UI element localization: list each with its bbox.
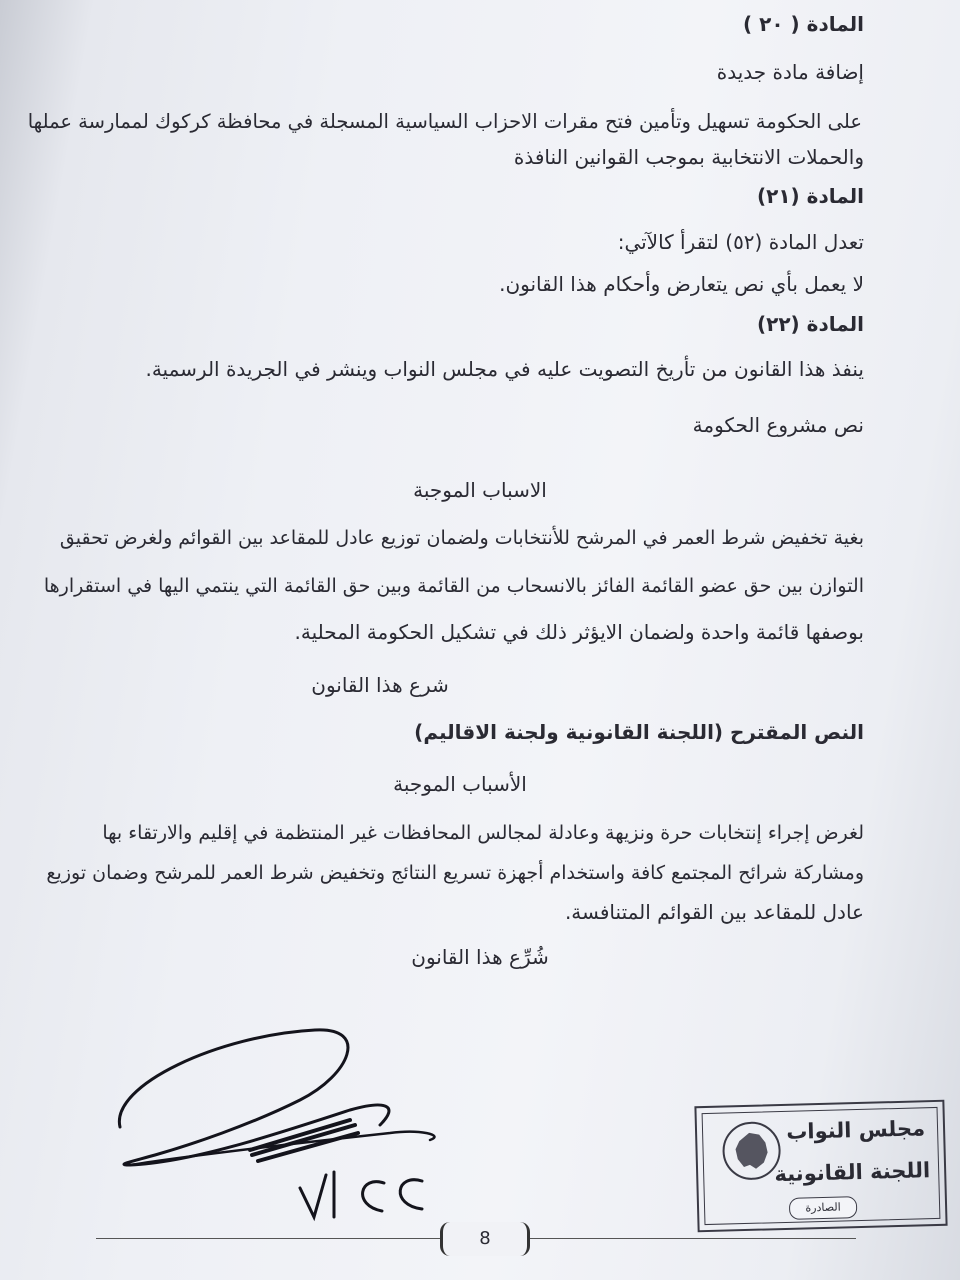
article-20-heading: المادة ( ٢٠ ): [743, 12, 864, 36]
reasons-1-line-1: بغية تخفيض شرط العمر في المرشح للأنتخابات ولضمان توزيع عادل للمقاعد بين القوائم ولغرض تحقيق: [59, 527, 864, 549]
article-21-text-line-2: لا يعمل بأي نص يتعارض وأحكام هذا القانون.: [499, 272, 864, 296]
reasons-2-line-2: ومشاركة شرائح المجتمع كافة واستخدام أجهزة تسريع النتائج وتخفيض شرط العمر للمرشح وضمان توزيع: [46, 862, 864, 884]
reasons-1-line-3: بوصفها قائمة واحدة ولضمان الايؤثر ذلك في تشكيل الحكومة المحلية.: [294, 620, 864, 644]
page-number: 8: [440, 1222, 530, 1256]
stamp-outgoing-badge: الصادرة: [789, 1196, 858, 1220]
article-21-text-line-1: تعدل المادة (٥٢) لتقرأ كالآتي:: [617, 230, 864, 254]
article-22-text: ينفذ هذا القانون من تأريخ التصويت عليه في مجلس النواب وينشر في الجريدة الرسمية.: [145, 357, 864, 381]
new-article-label: إضافة مادة جديدة: [716, 60, 864, 84]
reasons-heading-2: الأسباب الموجبة: [393, 772, 527, 796]
article-20-text-line-1: على الحكومة تسهيل وتأمين فتح مقرات الاحزاب السياسية المسجلة في محافظة كركوك لممارسة عملها: [27, 110, 862, 133]
article-21-heading: المادة (٢١): [756, 184, 864, 208]
reasons-2-line-3: عادل للمقاعد بين القوائم المتنافسة.: [564, 900, 864, 924]
government-draft-label: نص مشروع الحكومة: [692, 413, 864, 437]
stamp-parliament-label: مجلس النواب: [785, 1116, 926, 1144]
reasons-1-line-2: التوازن بين حق عضو القائمة الفائز بالانسحاب من القائمة وبين حق القائمة التي ينتمي اليها في استقرارها: [43, 575, 864, 597]
reasons-2-line-1: لغرض إجراء إنتخابات حرة ونزيهة وعادلة لمجالس المحافظات غير المنتظمة في إقليم والارتقاء بها: [102, 822, 864, 844]
article-22-heading: المادة (٢٢): [756, 312, 864, 336]
proposed-text-heading: النص المقترح (اللجنة القانونية ولجنة الاقاليم): [414, 720, 864, 744]
stamp-committee-label: اللجنة القانونية: [774, 1158, 931, 1187]
enactment-1: شرع هذا القانون: [311, 673, 449, 697]
official-stamp: [694, 1100, 947, 1233]
signature: [100, 1015, 460, 1245]
reasons-heading-1: الاسباب الموجبة: [413, 478, 547, 502]
enactment-2: شُرِّع هذا القانون: [411, 945, 549, 969]
iraq-map-emblem-icon: [719, 1118, 785, 1184]
article-20-text-line-2: والحملات الانتخابية بموجب القوانين النافذة: [513, 145, 864, 169]
